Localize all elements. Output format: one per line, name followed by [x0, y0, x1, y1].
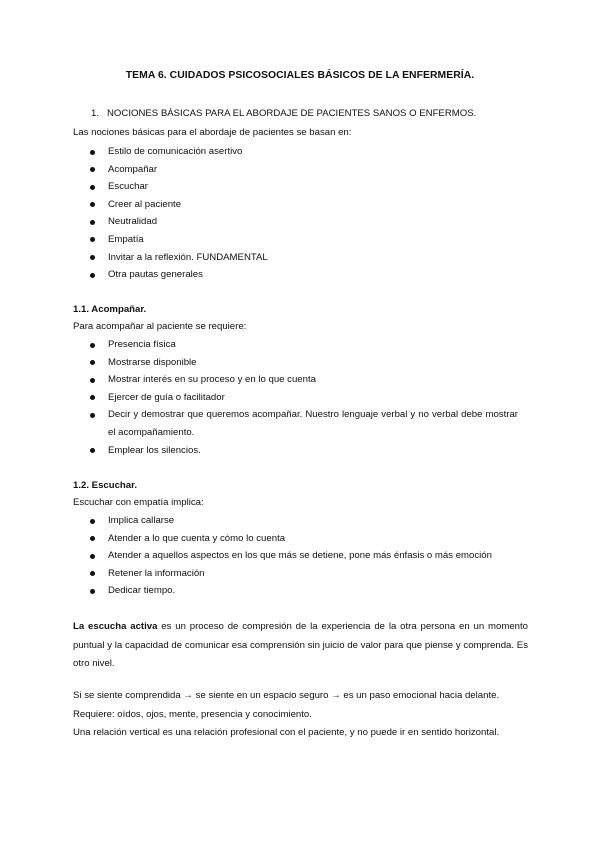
bullet-dot-icon [90, 536, 95, 541]
bullet-dot-icon [90, 413, 95, 418]
bullet-dot-icon [90, 255, 95, 260]
bullet-dot-icon [90, 378, 95, 383]
list-item: Otra pautas generales [90, 266, 268, 284]
list-item: Decir y demostrar que queremos acompañar. Nuestro lenguaje verbal y no verbal debe mostrar el acompañamiento. [90, 406, 518, 441]
list-item: Presencia física [90, 336, 518, 354]
bullet-dot-icon [90, 202, 95, 207]
list-item: Estilo de comunicación asertivo [90, 143, 268, 161]
list-item: Ejercer de guía o facilitador [90, 389, 518, 407]
bullet-dot-icon [90, 519, 95, 524]
bullet-dot-icon [90, 273, 95, 278]
list-item: Retener la información [90, 565, 492, 583]
active-listening-term: La escucha activa [73, 621, 158, 632]
bullet-dot-icon [90, 150, 95, 155]
bullet-dot-icon [90, 554, 95, 559]
list-item: Creer al paciente [90, 196, 268, 214]
document-title: TEMA 6. CUIDADOS PSICOSOCIALES BÁSICOS DE LA ENFERMERÍA. [125, 70, 475, 81]
bullet-dot-icon [90, 571, 95, 576]
list-item: Neutralidad [90, 213, 268, 231]
section-1-number: 1. [91, 108, 100, 119]
list-item: Implica callarse [90, 512, 492, 530]
bullet-dot-icon [90, 395, 95, 400]
bullet-dot-icon [90, 185, 95, 190]
section-1-1-heading: 1.1. Acompañar. [73, 304, 147, 315]
bullet-dot-icon [90, 448, 95, 453]
list-item: Atender a lo que cuenta y cómo lo cuenta [90, 530, 492, 548]
list-item: Mostrarse disponible [90, 354, 518, 372]
section-1-heading-text: NOCIONES BÁSICAS PARA EL ABORDAJE DE PACIENTES SANOS O ENFERMOS. [107, 108, 477, 119]
closing-line-3: Una relación vertical es una relación profesional con el paciente, y no puede ir en sentido horizontal. [73, 727, 500, 738]
section-1-intro: Las nociones básicas para el abordaje de pacientes se basan en: [73, 127, 352, 138]
section-1-2-heading: 1.2. Escuchar. [73, 480, 137, 491]
bullet-dot-icon [90, 220, 95, 225]
list-item: Escuchar [90, 178, 268, 196]
list-item: Dedicar tiempo. [90, 582, 492, 600]
active-listening-text: es un proceso de compresión de la experiencia de la otra persona en un momento puntual y la capacidad de comunicar esa comprensión sin juicio de valor para que piense y comprenda. Es otro nivel. [73, 621, 528, 669]
list-item: Emplear los silencios. [90, 442, 518, 460]
section-1-2-intro: Escuchar con empatía implica: [73, 497, 204, 508]
bullet-dot-icon [90, 589, 95, 594]
active-listening-paragraph [73, 618, 528, 674]
section-1-list [90, 143, 268, 284]
list-item: Empatía [90, 231, 268, 249]
bullet-dot-icon [90, 360, 95, 365]
bullet-dot-icon [90, 167, 95, 172]
list-item: Acompañar [90, 161, 268, 179]
list-item: Atender a aquellos aspectos en los que más se detiene, pone más énfasis o más emoción [90, 547, 492, 565]
closing-line-2: Requiere: oídos, ojos, mente, presencia y conocimiento. [73, 709, 312, 720]
section-1-2-list [90, 512, 492, 600]
closing-line-1: Si se siente comprendida → se siente en un espacio seguro → es un paso emocional hacia delante. [73, 690, 500, 701]
section-1-heading [91, 108, 476, 119]
bullet-dot-icon [90, 237, 95, 242]
bullet-dot-icon [90, 343, 95, 348]
list-item: Mostrar interés en su proceso y en lo que cuenta [90, 371, 518, 389]
section-1-1-intro: Para acompañar al paciente se requiere: [73, 321, 247, 332]
list-item: Invitar a la reflexión. FUNDAMENTAL [90, 249, 268, 267]
section-1-1-list [90, 336, 518, 459]
